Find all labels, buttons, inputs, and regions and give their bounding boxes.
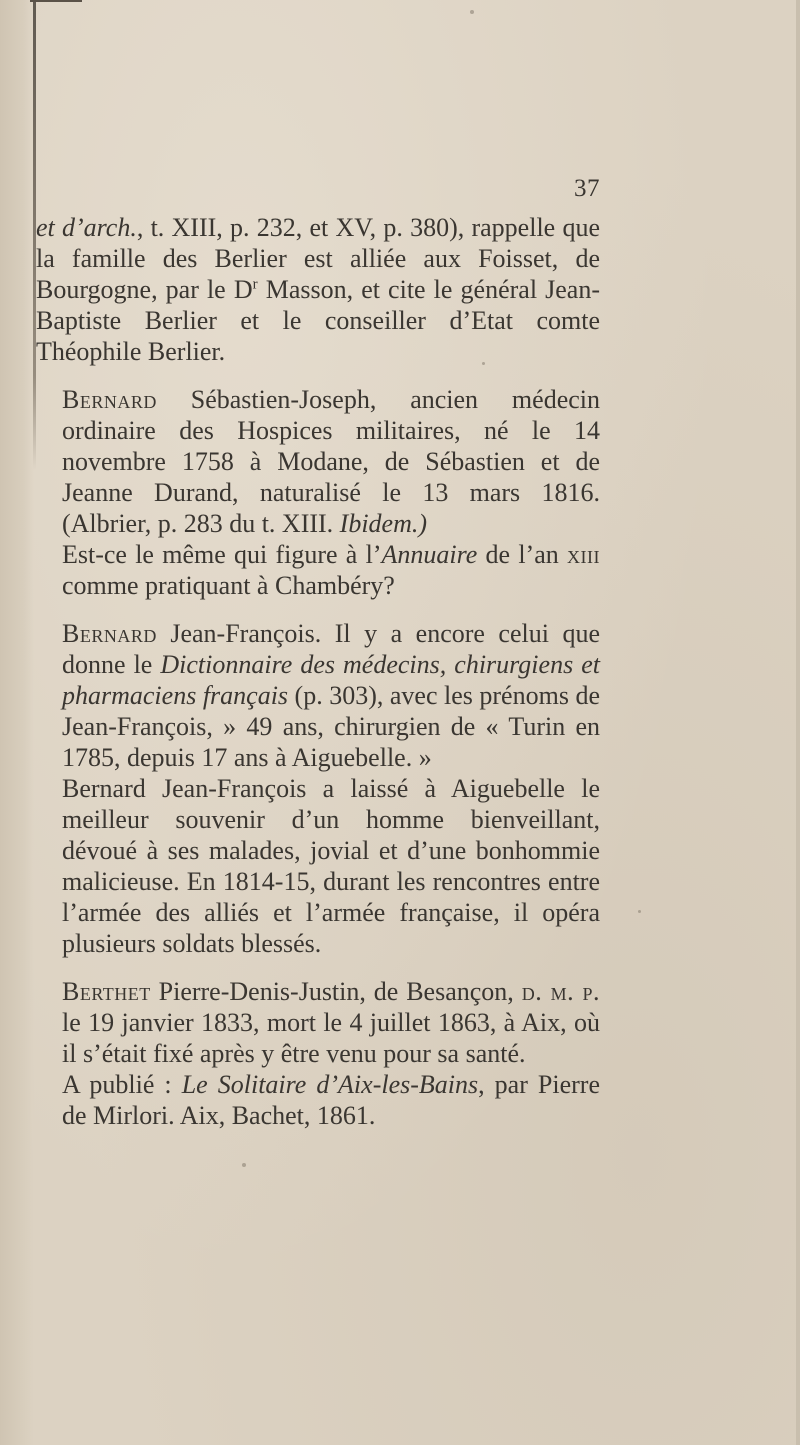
- paper-speck: [638, 910, 641, 913]
- text-segment: Est-ce le même qui figure à l’: [62, 540, 382, 569]
- paper-speck: [482, 362, 485, 365]
- paragraph: [36, 1069, 600, 1131]
- binding-edge: [0, 0, 34, 1445]
- superscript: r: [252, 276, 258, 293]
- body-text: [36, 212, 600, 1131]
- text-segment: , par Pierre de Mirlori. Aix, Bachet, 1861.: [62, 1070, 600, 1130]
- text-segment: le 19 janvier 1833, mort le 4 juillet 1863, à Aix, où il s’était fixé après y être venu pour sa santé.: [62, 1008, 600, 1068]
- paragraph: [36, 976, 600, 1069]
- paper-speck: [470, 10, 474, 14]
- italic-text: Dictionnaire des médecins, chirurgiens et pharmaciens français: [62, 650, 600, 710]
- text-segment: Sébastien-Joseph, ancien médecin ordinaire des Hospices militaires, né le 14 novembre 1758 à Modane, de Sébastien et de Jeanne Durand, naturalisé le 13 mars 1816. (Albrier, p. 283 du t. XIII.: [62, 385, 600, 538]
- paragraph: [36, 384, 600, 539]
- italic-text: Le Solitaire d’Aix-les-Bains: [181, 1070, 479, 1099]
- text-segment: , t. XIII, p. 232, et XV, p. 380), rappelle que la famille des Berlier est alliée aux Foisset, de Bourgogne, par le D: [36, 213, 600, 304]
- page-right-edge: [796, 0, 800, 1445]
- small-caps-text: Berthet: [62, 977, 151, 1006]
- paragraph: [36, 618, 600, 773]
- small-caps-text: d. m. p.: [521, 977, 601, 1006]
- top-edge-mark: [30, 0, 82, 2]
- text-segment: (p. 303), avec les prénoms de Jean-François, » 49 ans, chirurgien de « Turin en 1785, depuis 17 ans à Aiguebelle. »: [62, 681, 600, 772]
- small-caps-text: Bernard: [62, 385, 157, 414]
- italic-text: Ibidem.): [339, 509, 428, 538]
- paragraph: [36, 539, 600, 601]
- small-caps-text: xiii: [567, 540, 600, 569]
- text-segment: Jean-François. Il y a encore celui que donne le: [62, 619, 600, 679]
- italic-text: et d’arch.: [36, 213, 137, 242]
- text-segment: comme pratiquant à Chambéry?: [62, 571, 395, 600]
- paragraph: [36, 212, 600, 367]
- text-segment: Bernard Jean-François a laissé à Aiguebelle le meilleur souvenir d’un homme bienveillant, dévoué à ses malades, jovial et d’une bonhommie malicieuse. En 1814-15, durant les rencontres entre l’armée des alliés et l’armée française, il opéra plusieurs soldats blessés.: [62, 774, 600, 958]
- paper-speck: [242, 1163, 246, 1167]
- text-segment: Pierre-Denis-Justin, de Besançon,: [150, 977, 522, 1006]
- page-number: 37: [574, 175, 600, 202]
- text-segment: A publié :: [62, 1070, 182, 1099]
- text-segment: Masson, et cite le général Jean-Baptiste Berlier et le conseiller d’Etat comte Théophile Berlier.: [36, 275, 601, 366]
- paragraph: [36, 773, 600, 959]
- text-segment: de l’an: [477, 540, 568, 569]
- small-caps-text: Bernard: [62, 619, 157, 648]
- italic-text: Annuaire: [381, 540, 478, 569]
